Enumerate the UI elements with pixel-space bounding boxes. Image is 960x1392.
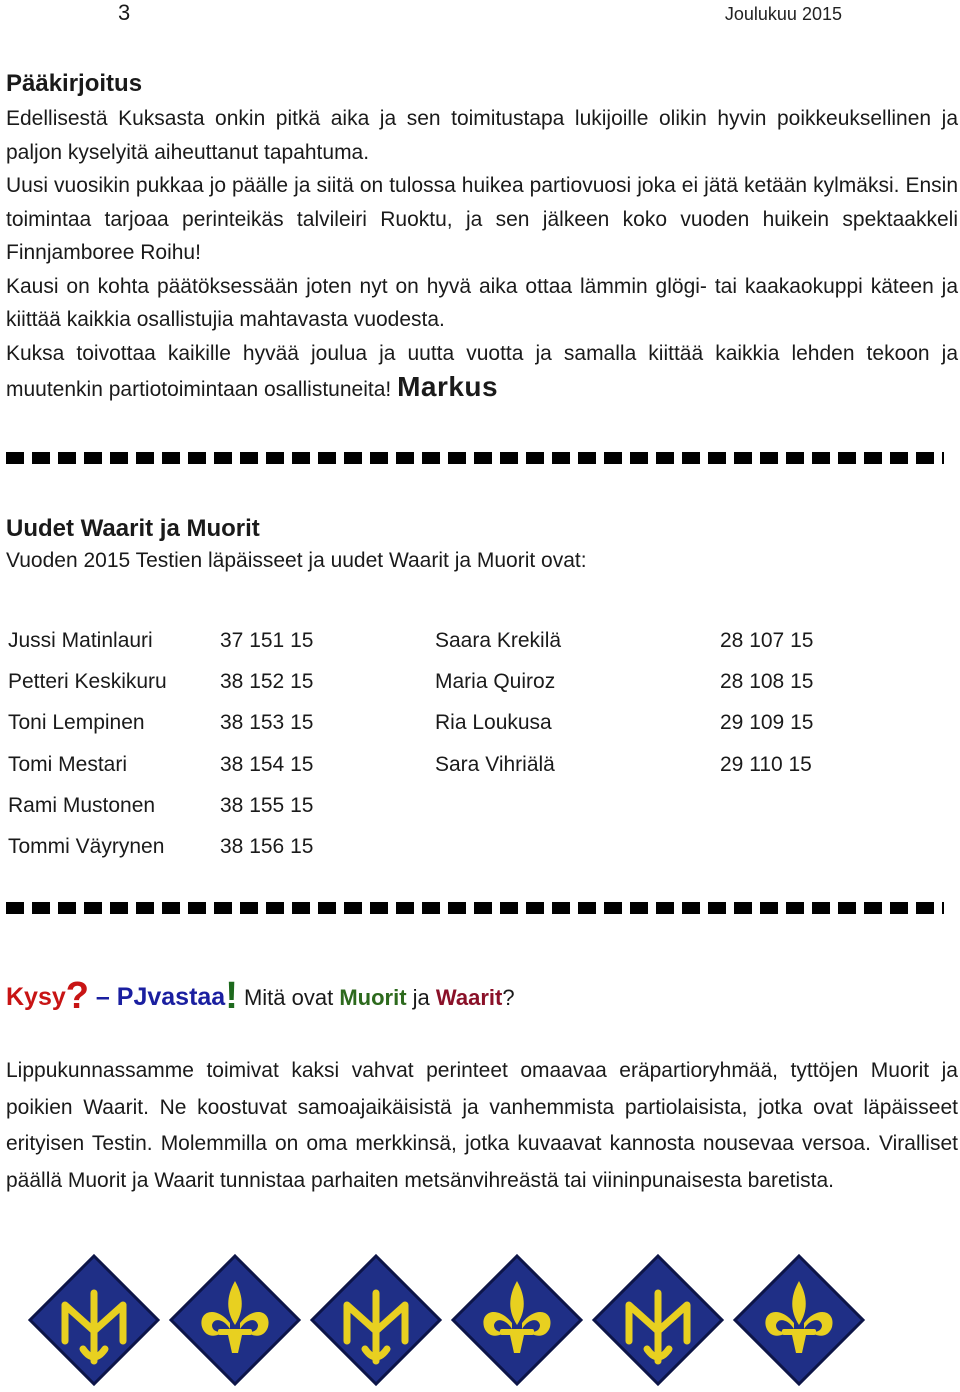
muorit-list [435,620,813,785]
member-name: Petteri Keskikuru [8,669,167,693]
member-name: Rami Mustonen [8,793,156,817]
member-row [8,620,313,661]
member-code: 29 110 15 [720,752,812,776]
member-name: Ria Loukusa [435,711,552,735]
member-code: 38 152 15 [220,669,314,693]
editorial-paragraph [6,337,958,407]
editorial-title: Pääkirjoitus [6,70,143,97]
member-name: Sara Vihriälä [435,752,555,776]
member-row [435,744,813,785]
editorial-paragraph: Edellisestä Kuksasta onkin pitkä aika ja sen toimitustapa lukijoille olikin hyvin poikkeuksellinen ja paljon kyselyitä aiheuttanut tapahtuma. [6,107,958,164]
member-name: Tommi Väyrynen [8,835,165,859]
waarit-badge-icon [27,1253,161,1392]
qa-title [6,975,515,1018]
question-mark-icon: ? [65,975,89,1017]
member-row [8,744,313,785]
member-code: 37 151 15 [220,628,314,652]
member-code: 38 153 15 [220,711,314,735]
muorit-badge-icon [168,1253,302,1392]
editorial-signature: Markus [397,371,499,402]
qa-waarit-word: Waarit [435,985,503,1010]
qa-question-prefix: Mitä ovat [237,985,340,1010]
qa-kysy: Kysy [6,983,66,1011]
issue-date: Joulukuu 2015 [724,4,842,24]
member-name: Tomi Mestari [8,752,128,776]
member-code: 28 107 15 [720,628,814,652]
member-row [435,620,813,661]
member-row [8,826,313,867]
exclamation-icon: ! [225,975,238,1017]
page-number: 3 [118,0,131,25]
dashed-separator [6,452,944,464]
editorial-section [6,70,958,407]
editorial-closing: Kuksa toivottaa kaikille hyvää joulua ja uutta vuotta ja samalla kiittää kaikkia lehden tekoon ja muutenkin partiotoimintaan osallistuneita! [6,341,958,401]
member-code: 38 155 15 [220,793,314,817]
muorit-badge-icon [450,1253,584,1392]
editorial-paragraph: Kausi on kohta päätöksessään joten nyt on hyvä aika ottaa lämmin glögi- tai kaakaokuppi käteen ja kiittää kaikkia osallistujia mahtavasta vuodesta. [6,274,958,331]
member-row [435,703,813,744]
waarit-list [8,620,313,868]
new-members-intro: Vuoden 2015 Testien läpäisseet ja uudet Waarit ja Muorit ovat: [6,549,587,572]
qa-body: Lippukunnassamme toimivat kaksi vahvat perinteet omaavaa eräpartioryhmää, tyttöjen Muorit ja poikien Waarit. Ne koostuvat samoajaikäisistä ja vanhemmista partiolaisista, jotka ovat läpäisseet erityisen Testin. Molemmilla on oma merkkinsä, jotka kuvaavat kannosta nousevaa versoa. Viralliset päällä Muorit ja Waarit tunnistaa parhaiten metsänvihreästä tai viininpunaisesta baretista. [6,1059,958,1192]
member-name: Maria Quiroz [435,669,556,693]
member-name: Saara Krekilä [435,628,562,652]
member-row [8,661,313,702]
member-code: 38 156 15 [220,835,314,859]
dashed-separator [6,902,944,914]
waarit-badge-icon [591,1253,725,1392]
qa-muorit-word: Muorit [339,985,407,1010]
qa-pjvastaa: – PJvastaa [88,983,226,1011]
member-row [435,661,813,702]
waarit-badge-icon [309,1253,443,1392]
member-name: Toni Lempinen [8,711,145,735]
member-code: 29 109 15 [720,711,814,735]
member-code: 28 108 15 [720,669,814,693]
member-row [8,703,313,744]
new-members-title: Uudet Waarit ja Muorit [6,515,260,542]
member-code: 38 154 15 [220,752,314,776]
member-row [8,785,313,826]
editorial-paragraph: Uusi vuosikin pukkaa jo päälle ja siitä on tulossa huikea partiovuosi joka ei jätä ketään kylmäksi. Ensin toimintaa tarjoaa perinteikäs talvileiri Ruoktu, ja sen jälkeen koko vuoden huikein spektaakkeli Finnjamboree Roihu! [6,174,958,264]
new-members-section [6,515,958,573]
qa-and-word: ja [406,985,436,1010]
muorit-badge-icon [732,1253,866,1392]
qa-question-end: ? [502,985,515,1010]
member-name: Jussi Matinlauri [8,628,153,652]
badge-row [0,1253,960,1387]
